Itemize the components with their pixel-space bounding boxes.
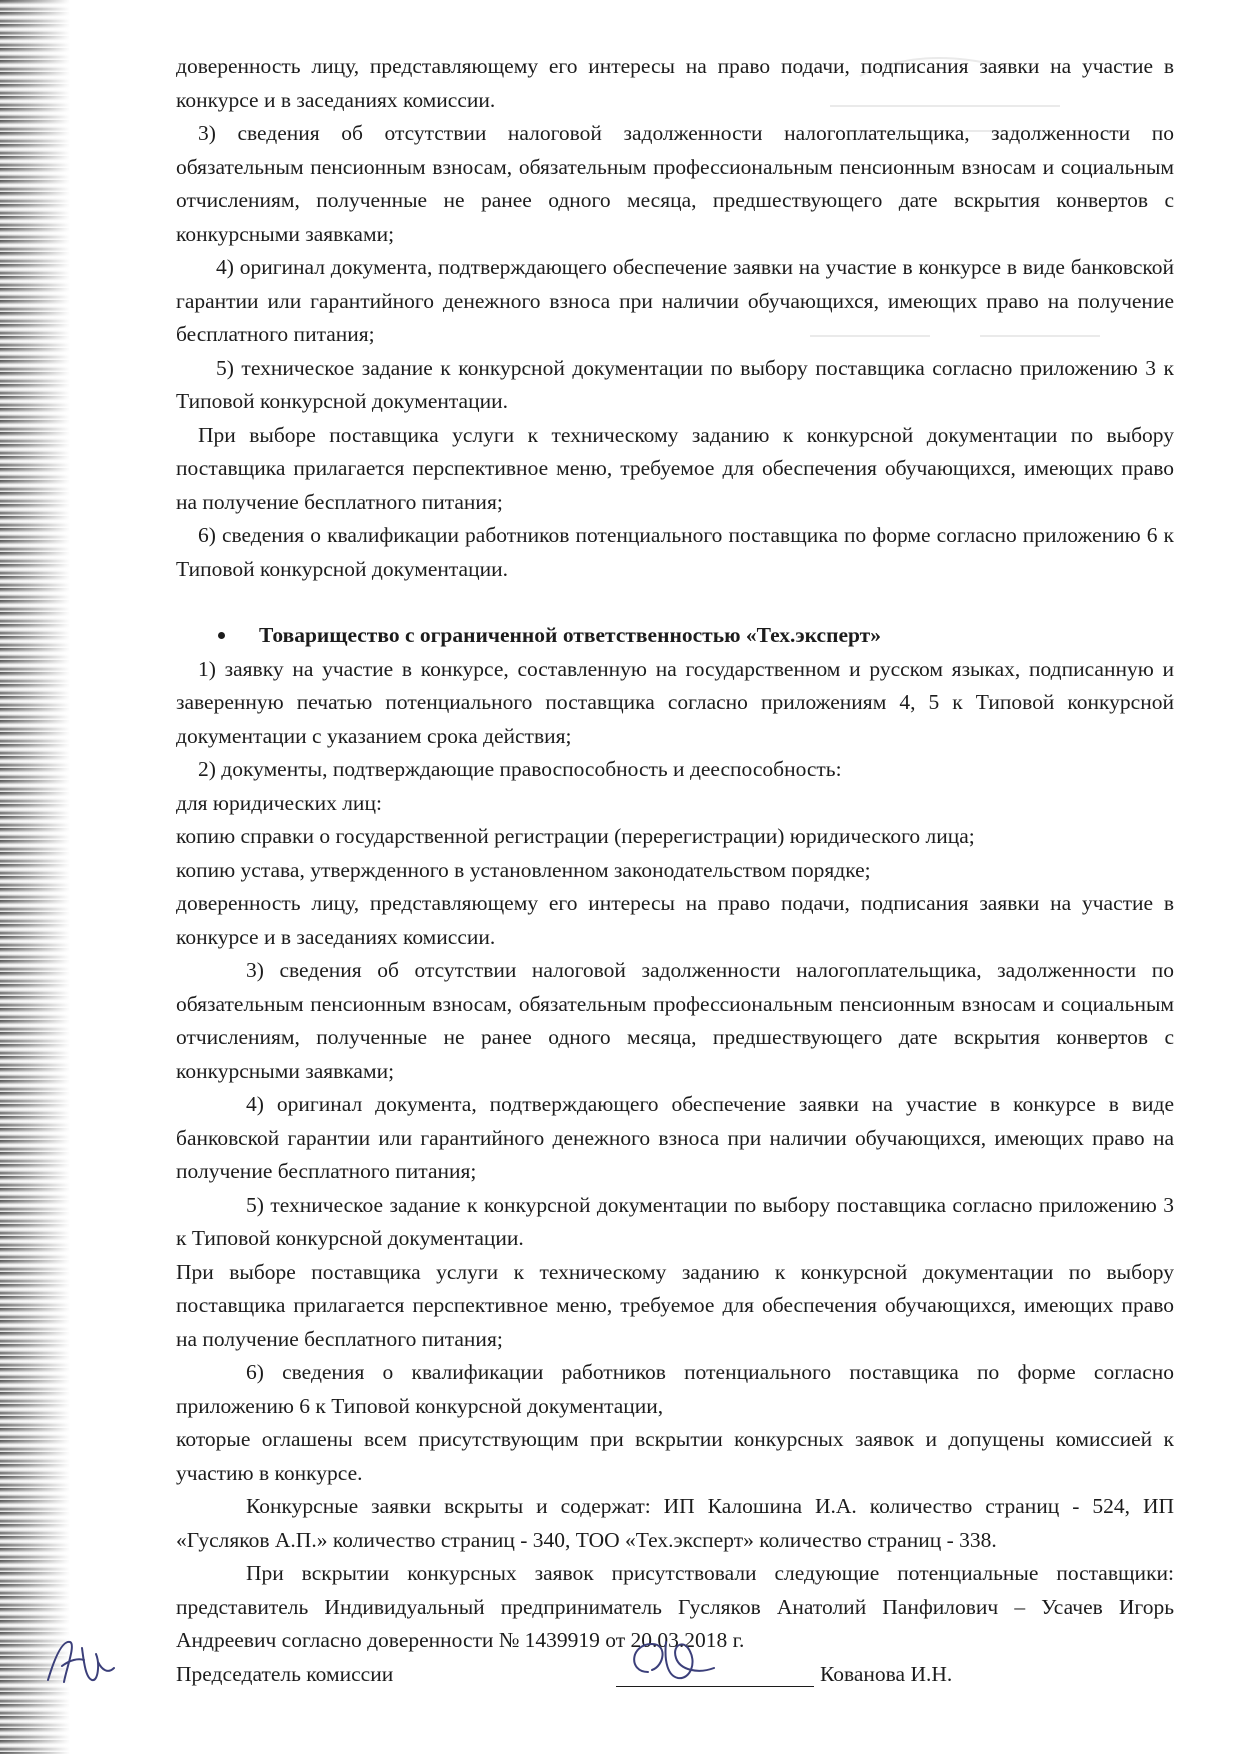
- paragraph: 6) сведения о квалификации работников потенциального поставщика по форме согласно приложению 6 к Типовой конкурсной документации.: [176, 523, 1174, 581]
- paragraph: При выборе поставщика услуги к техническому заданию к конкурсной документации по выбору поставщика прилагается перспективное меню, требуемое для обеспечения обучающихся, имеющих право на получение бесплатного питания;: [176, 1259, 1174, 1351]
- paragraph: При выборе поставщика услуги к техническому заданию к конкурсной документации по выбору поставщика прилагается перспективное меню, требуемое для обеспечения обучающихся, имеющих право на получение бесплатного питания;: [176, 422, 1174, 514]
- handwritten-signature: [618, 1632, 728, 1694]
- paragraph: Конкурсные заявки вскрыты и содержат: ИП Калошина И.А. количество страниц - 524, ИП «Гусляков А.П.» количество страниц - 340, ТОО «Тех.эксперт» количество страниц - 338.: [176, 1494, 1174, 1552]
- signature-role: Председатель комиссии: [176, 1662, 394, 1686]
- paragraph: доверенность лицу, представляющему его интересы на право подачи, подписания заявки на участие в конкурсе и в заседаниях комиссии.: [176, 54, 1174, 112]
- section-heading-text: Товарищество с ограниченной ответственностью «Тех.эксперт»: [259, 623, 881, 647]
- paragraph: 2) документы, подтверждающие правоспособность и дееспособность:: [198, 757, 842, 781]
- paragraph: 6) сведения о квалификации работников потенциального поставщика по форме согласно приложению 6 к Типовой конкурсной документации,: [176, 1360, 1174, 1418]
- paragraph: копию справки о государственной регистрации (перерегистрации) юридического лица;: [176, 824, 975, 848]
- document-body: [176, 50, 1174, 1658]
- paragraph: копию устава, утвержденного в установленном законодательством порядке;: [176, 857, 871, 882]
- paragraph: 5) техническое задание к конкурсной документации по выбору поставщика согласно приложению 3 к Типовой конкурсной документации.: [176, 1192, 1174, 1250]
- signature-name: Кованова И.Н.: [820, 1662, 953, 1686]
- paragraph: 4) оригинал документа, подтверждающего обеспечение заявки на участие в конкурсе в виде банковской гарантии или гарантийного денежного взноса при наличии обучающихся, имеющих право на получение бесплатного питания;: [176, 1092, 1174, 1183]
- paragraph: доверенность лицу, представляющему его интересы на право подачи, подписания заявки на участие в конкурсе и в заседаниях комиссии.: [176, 891, 1174, 949]
- paragraph: которые оглашены всем присутствующим при вскрытии конкурсных заявок и допущены комиссией к участию в конкурсе.: [176, 1427, 1174, 1485]
- paragraph: 5) техническое задание к конкурсной документации по выбору поставщика согласно приложению 3 к Типовой конкурсной документации.: [176, 355, 1174, 413]
- paragraph: 1) заявку на участие в конкурсе, составленную на государственном и русском языках, подписанную и заверенную печатью потенциального поставщика согласно приложениям 4, 5 к Типовой конкурсной документации с указанием срока действия;: [176, 656, 1174, 748]
- paragraph: 4) оригинал документа, подтверждающего обеспечение заявки на участие в конкурсе в виде банковской гарантии или гарантийного денежного взноса при наличии обучающихся, имеющих право на получение бесплатного питания;: [176, 255, 1174, 346]
- paragraph: для юридических лиц:: [176, 790, 382, 815]
- paragraph: 3) сведения об отсутствии налоговой задолженности налогоплательщика, задолженности по обязательным пенсионным взносам, обязательным профессиональным пенсионным взносам и социальным отчислениям, полученные не ранее одного месяца, предшествующего дате вскрытия конвертов с конкурсными заявками;: [176, 121, 1174, 246]
- scan-edge-artifact: [0, 0, 70, 1754]
- paragraph: 3) сведения об отсутствии налоговой задолженности налогоплательщика, задолженности по обязательным пенсионным взносам, обязательным профессиональным пенсионным взносам и социальным отчислениям, полученные не ранее одного месяца, предшествующего дате вскрытия конвертов с конкурсными заявками;: [176, 958, 1174, 1083]
- section-heading: [176, 619, 1174, 653]
- margin-initials-signature: [40, 1620, 120, 1700]
- bullet-icon: [218, 632, 225, 639]
- paragraph: При вскрытии конкурсных заявок присутствовали следующие потенциальные поставщики: представитель Индивидуальный предприниматель Гусляков Анатолий Панфилович – Усачев Игорь Андреевич согласно доверенности № 1439919 от 20.03.2018 г.: [176, 1561, 1174, 1652]
